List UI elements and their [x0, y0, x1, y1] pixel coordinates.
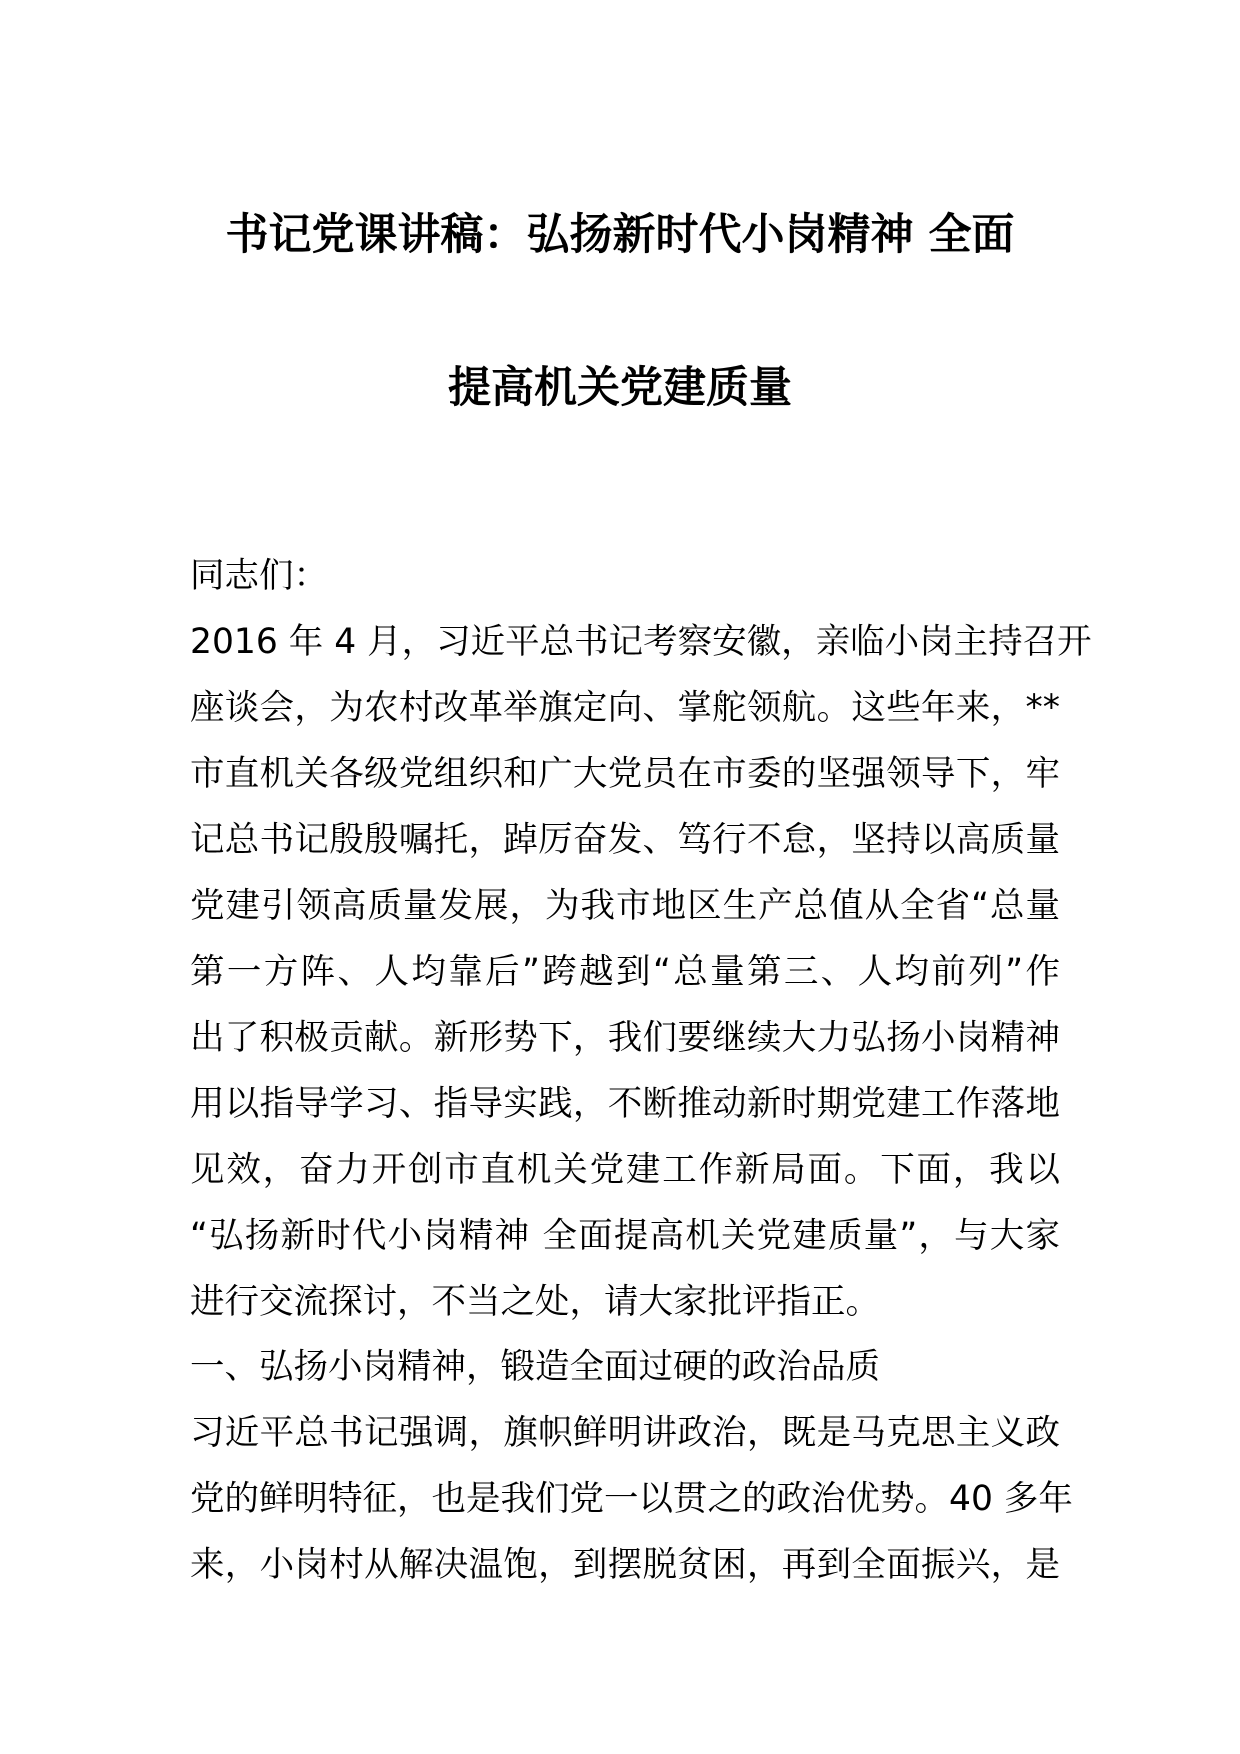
paragraph-line: 党的鲜明特征，也是我们党一以贯之的政治优势。40 多年: [190, 1479, 1073, 1519]
section-heading-1: [190, 1334, 1060, 1400]
paragraph-1: [190, 609, 1092, 1335]
document-title-line-1: 书记党课讲稿：弘扬新时代小岗精神 全面: [225, 210, 1015, 260]
paragraph-line: 习近平总书记强调，旗帜鲜明讲政治，既是马克思主义政: [190, 1413, 1060, 1453]
paragraph-line: 2016 年 4 月，习近平总书记考察安徽，亲临小岗主持召开: [190, 622, 1092, 662]
paragraph-line: 座谈会，为农村改革举旗定向、掌舵领航。这些年来，**: [190, 688, 1060, 728]
paragraph-line: 出了积极贡献。新形势下，我们要继续大力弘扬小岗精神: [190, 1018, 1060, 1058]
paragraph-line: 见效，奋力开创市直机关党建工作新局面。下面，我以: [190, 1150, 1060, 1190]
greeting-text: 同志们：: [190, 556, 328, 596]
greeting: [190, 543, 1060, 609]
paragraph-line: 党建引领高质量发展，为我市地区生产总值从全省“总量: [190, 886, 1060, 926]
document-title-line-2: 提高机关党建质量: [448, 363, 792, 413]
paragraph-line: 进行交流探讨，不当之处，请大家批评指正。: [190, 1282, 880, 1322]
paragraph-2: [190, 1400, 1073, 1598]
section-heading-text: 一、弘扬小岗精神，锻造全面过硬的政治品质: [190, 1347, 880, 1387]
paragraph-line: “弘扬新时代小岗精神 全面提高机关党建质量”，与大家: [190, 1216, 1060, 1256]
paragraph-line: 市直机关各级党组织和广大党员在市委的坚强领导下，牢: [190, 754, 1060, 794]
paragraph-line: 第一方阵、人均靠后”跨越到“总量第三、人均前列”作: [190, 952, 1060, 992]
paragraph-line: 来，小岗村从解决温饱，到摆脱贫困，再到全面振兴，是: [190, 1545, 1060, 1585]
paragraph-line: 记总书记殷殷嘱托，踔厉奋发、笃行不怠，坚持以高质量: [190, 820, 1060, 860]
paragraph-line: 用以指导学习、指导实践，不断推动新时期党建工作落地: [190, 1084, 1060, 1124]
